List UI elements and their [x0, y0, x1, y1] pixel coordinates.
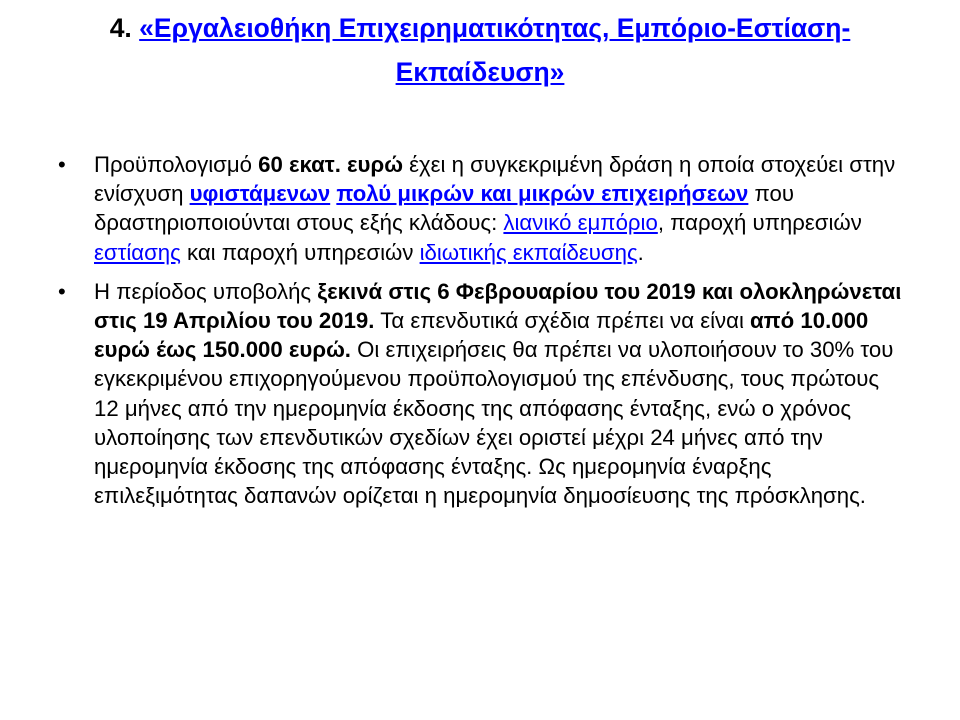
inline-link[interactable]: λιανικό εμπόριο [503, 210, 658, 236]
bullet-marker: • [58, 278, 66, 304]
text-run: που δραστηριοποιούνται στους εξής κλάδους: [94, 181, 794, 236]
inline-link[interactable]: πολύ μικρών και μικρών επιχειρήσεων [336, 181, 749, 207]
title-number: 4. [109, 13, 132, 43]
bullet-item-budget [58, 150, 908, 267]
slide-title [40, 6, 920, 94]
text-run: έχει η συγκεκριμένη δράση η οποία στοχεύει στην ενίσχυση [94, 152, 896, 207]
text-run: . [637, 239, 644, 265]
inline-link[interactable]: εστίασης [94, 239, 181, 265]
bullet-text [94, 150, 908, 267]
text-run: Οι επιχειρήσεις θα πρέπει να υλοποιήσουν το 30% του εγκεκριμένου επιχορηγούμενου προϋπολογισμού της επένδυσης, τους πρώτους 12 μήνες από την ημερομηνία έκδοσης της απόφασης ένταξης, ενώ ο χρόνος υλοποίησης των επενδυτικών σχεδίων έχει οριστεί μέχρι 24 μήνες από την ημερομηνία έκδοσης της απόφασης ένταξης. Ως ημερομηνία έναρξης επιλεξιμότητας δαπανών ορίζεται η ημερομηνία δημοσίευσης της πρόσκλησης. [94, 337, 894, 509]
bold-text: από 10.000 ευρώ έως 150.000 ευρώ. [94, 308, 869, 363]
bullet-marker: • [58, 152, 66, 177]
text-run: Τα επενδυτικά σχέδια πρέπει να είναι [374, 308, 751, 334]
title-link[interactable]: «Εργαλειοθήκη Επιχειρηματικότητας, Εμπόριο-Εστίαση-Εκπαίδευση» [139, 13, 851, 87]
bullet-text [94, 277, 908, 511]
text-run: Η περίοδος υποβολής [94, 278, 318, 304]
inline-link[interactable]: υφιστάμενων [189, 181, 331, 207]
text-run: και παροχή υπηρεσιών [180, 239, 420, 265]
bold-text: ξεκινά στις 6 Φεβρουαρίου του 2019 και ολοκληρώνεται στις 19 Απριλίου του 2019. [94, 278, 902, 334]
text-run: Προϋπολογισμό [94, 152, 259, 177]
bullet-list [58, 150, 908, 520]
bold-text: 60 εκατ. ευρώ [258, 152, 403, 177]
text-run: , παροχή υπηρεσιών [657, 210, 862, 236]
inline-link[interactable]: ιδιωτικής εκπαίδευσης [419, 239, 638, 265]
bullet-item-submission-period [58, 277, 908, 511]
